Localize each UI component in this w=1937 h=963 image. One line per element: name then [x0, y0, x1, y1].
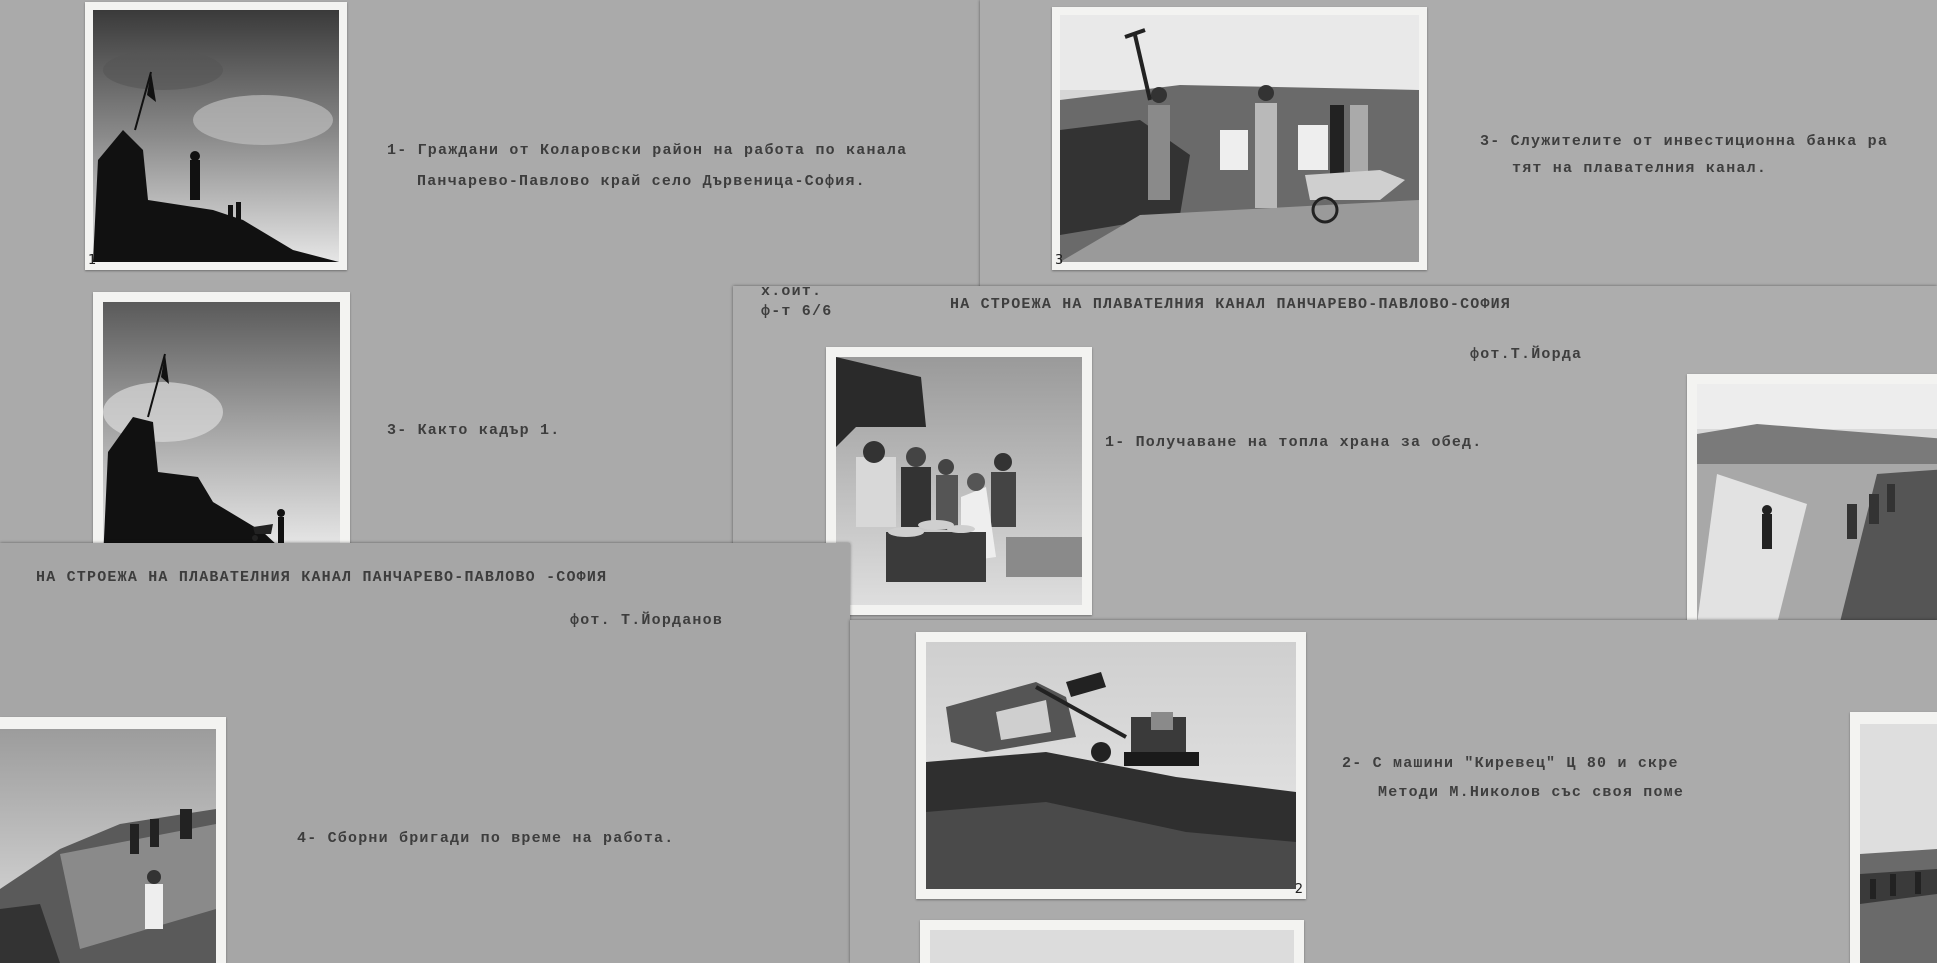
photo-frame-number: 1 [88, 253, 97, 268]
photo-frame-number: 2 [1294, 882, 1303, 897]
photo-brigades[interactable] [0, 717, 226, 963]
photo-hot-meal[interactable] [826, 347, 1092, 615]
photo-frame-number: 3 [1055, 253, 1064, 268]
caption-photo-1-line1: 1- Граждани от Коларовски район на работа по канала [387, 142, 908, 159]
sheet-heading: НА СТРОЕЖА НА ПЛАВАТЕЛНИЯ КАНАЛ ПАНЧАРЕВО-ПАВЛОВО-СОФИЯ [950, 296, 1512, 313]
bank-workers-image [1060, 15, 1419, 262]
caption-bank-line1: 3- Служителите от инвестиционна банка ра [1480, 133, 1889, 150]
caption-hot-meal: 1- Получаване на топла храна за обед. [1105, 434, 1483, 451]
sheet-top-right [980, 0, 1937, 290]
machines-image [926, 642, 1296, 889]
photographer-credit-bottom: фот. Т.Йорданов [570, 612, 724, 629]
caption-brigades: 4- Сборни бригади по време на работа. [297, 830, 675, 847]
archive-code-line2: ф-т 6/6 [761, 303, 833, 320]
photo-bank-workers[interactable] [1052, 7, 1427, 270]
partial-right-image [1860, 724, 1937, 963]
sheet-middle [733, 286, 1937, 646]
partial-photo-image [930, 930, 1294, 963]
archive-code-line1: х.оит. [761, 286, 823, 300]
caption-machines-line1: 2- С машини "Киревец" Ц 80 и скре [1342, 755, 1679, 772]
workers-on-road-image [1697, 384, 1937, 634]
flag-wheelbarrow-image [103, 302, 340, 560]
caption-machines-line2: Методи М.Николов със своя поме [1378, 784, 1685, 801]
sheet-heading-bottom: НА СТРОЕЖА НА ПЛАВАТЕЛНИЯ КАНАЛ ПАНЧАРЕВО-ПАВЛОВО -СОФИЯ [36, 569, 608, 586]
sheet-bottom-left [0, 543, 850, 963]
photo-machines[interactable] [916, 632, 1306, 899]
photo-partial-bottom[interactable] [920, 920, 1304, 963]
photo-workers-on-road[interactable] [1687, 374, 1937, 644]
brigades-image [0, 729, 216, 963]
photographer-credit: фот.Т.Йорда [1470, 346, 1583, 363]
hot-meal-image [836, 357, 1082, 605]
caption-photo-3: 3- Както кадър 1. [387, 422, 561, 439]
photo-partial-right[interactable] [1850, 712, 1937, 963]
caption-photo-1-line2: Панчарево-Павлово край село Дървеница-София. [417, 173, 866, 190]
flag-silhouette-image [93, 10, 339, 262]
sheet-bottom-right [850, 620, 1937, 963]
caption-bank-line2: тят на плавателния канал. [1512, 160, 1768, 177]
photo-flag-silhouette-3[interactable] [93, 292, 350, 560]
photo-flag-silhouette-1[interactable] [85, 2, 347, 270]
